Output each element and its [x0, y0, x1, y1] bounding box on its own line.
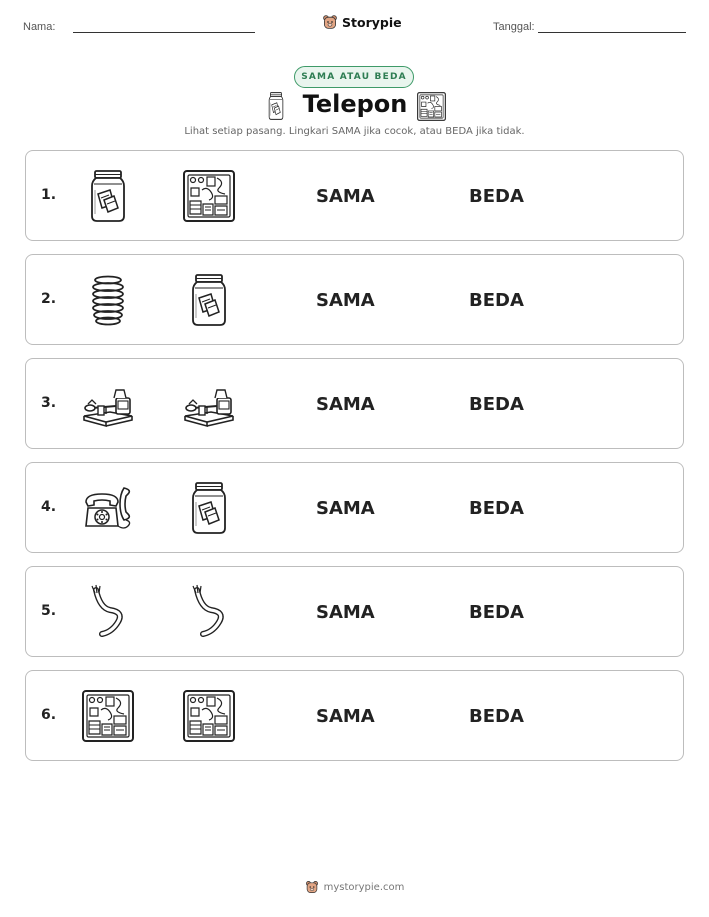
different-option[interactable]: BEDA — [469, 290, 524, 311]
instructions: Lihat setiap pasang. Lingkari SAMA jika cocok, atau BEDA jika tidak. — [184, 126, 525, 137]
same-option[interactable]: SAMA — [316, 706, 375, 727]
switchboard-icon — [416, 91, 447, 122]
question-number: 3. — [41, 395, 57, 411]
question-row-6 — [25, 670, 684, 761]
question-number: 6. — [41, 707, 57, 723]
question-number: 2. — [41, 291, 57, 307]
telegraph-key-icon — [80, 376, 136, 432]
question-row-2 — [25, 254, 684, 345]
different-option[interactable]: BEDA — [469, 498, 524, 519]
date-label: Tanggal: — [493, 21, 535, 33]
footer-site-link[interactable]: mystorypie.com — [323, 881, 405, 893]
bear-mascot-icon — [322, 14, 338, 30]
name-label: Nama: — [23, 21, 56, 33]
jar-icon — [264, 91, 288, 121]
question-number: 5. — [41, 603, 57, 619]
bear-mascot-icon — [305, 880, 319, 894]
telegraph-key-icon — [181, 376, 237, 432]
footer — [0, 880, 709, 894]
question-row-3 — [25, 358, 684, 449]
question-row-1 — [25, 150, 684, 241]
phone-cord-icon — [181, 584, 237, 640]
switchboard-icon — [181, 688, 237, 744]
same-option[interactable]: SAMA — [316, 186, 375, 207]
phone-cord-icon — [80, 584, 136, 640]
jar-icon — [80, 168, 136, 224]
question-number: 4. — [41, 499, 57, 515]
question-row-4 — [25, 462, 684, 553]
jar-icon — [181, 480, 237, 536]
name-input-line[interactable] — [73, 32, 255, 33]
same-option[interactable]: SAMA — [316, 498, 375, 519]
rotary-phone-icon — [80, 480, 136, 536]
different-option[interactable]: BEDA — [469, 394, 524, 415]
same-option[interactable]: SAMA — [316, 602, 375, 623]
brand-logo — [322, 14, 402, 30]
switchboard-icon — [181, 168, 237, 224]
page-title: Telepon — [302, 90, 408, 118]
brand-name: Storypie — [342, 14, 402, 30]
switchboard-icon — [80, 688, 136, 744]
jar-icon — [181, 272, 237, 328]
question-number: 1. — [41, 187, 57, 203]
worksheet-type-badge: SAMA ATAU BEDA — [294, 66, 414, 88]
different-option[interactable]: BEDA — [469, 706, 524, 727]
different-option[interactable]: BEDA — [469, 186, 524, 207]
same-option[interactable]: SAMA — [316, 394, 375, 415]
question-row-5 — [25, 566, 684, 657]
same-option[interactable]: SAMA — [316, 290, 375, 311]
different-option[interactable]: BEDA — [469, 602, 524, 623]
coil-spring-icon — [80, 272, 136, 328]
date-input-line[interactable] — [538, 32, 686, 33]
